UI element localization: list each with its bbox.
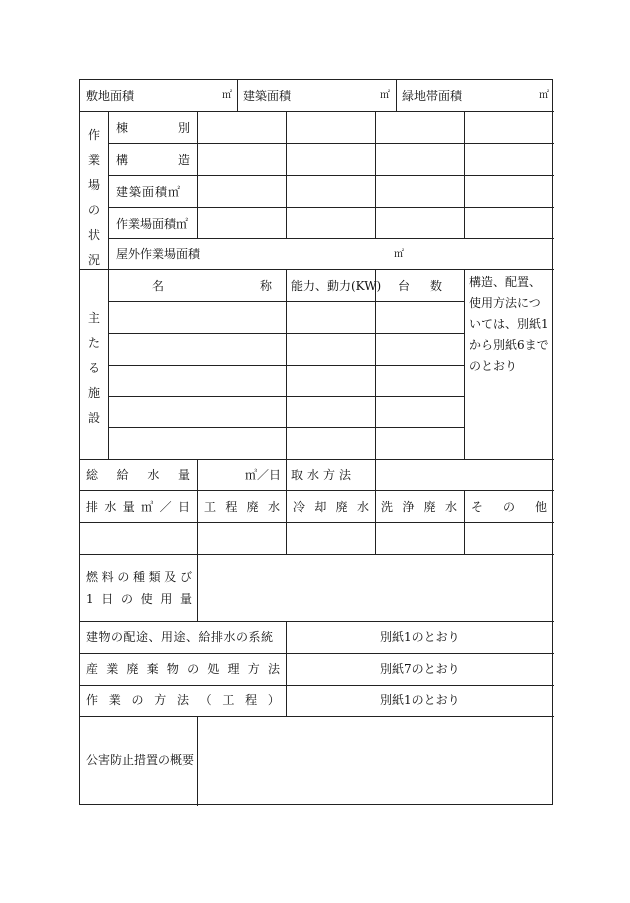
row-line <box>108 143 554 144</box>
col-line <box>197 111 198 238</box>
pollution-prevention-label: 公害防止措置の概要 <box>86 753 195 767</box>
total-water-supply-label: 総 給 水 量 <box>86 468 190 482</box>
building-use-value: 別紙1のとおり <box>380 630 460 644</box>
row-line <box>80 685 554 686</box>
row-line <box>108 175 554 176</box>
building-no-label: 棟 別 <box>116 121 190 135</box>
industrial-waste-label: 産 業 廃 棄 物 の 処 理 方 法 <box>86 662 280 676</box>
row-line <box>80 269 554 270</box>
col-line <box>396 80 397 111</box>
work-area-label: 作業場面積㎡ <box>116 217 189 231</box>
name-header: 名 称 <box>152 279 272 293</box>
col-line <box>237 80 238 111</box>
washing-waste-label: 洗 浄 廃 水 <box>381 500 457 514</box>
building-area-row-label: 建築面積㎡ <box>116 185 182 199</box>
col-line <box>375 490 376 554</box>
drainage-label: 排 水 量 ㎥ ／ 日 <box>86 500 190 514</box>
row-line <box>108 207 554 208</box>
col-line <box>197 554 198 621</box>
intake-method-label: 取水方法 <box>291 468 356 482</box>
process-waste-label: 工 程 廃 水 <box>204 500 280 514</box>
site-area-label: 敷地面積 <box>86 89 135 103</box>
row-line <box>80 716 554 717</box>
industrial-waste-value: 別紙7のとおり <box>380 662 460 676</box>
application-form-table <box>79 79 553 805</box>
col-line <box>375 269 376 459</box>
workplace-section-label: 作 業 場 の 状 況 <box>87 128 100 267</box>
row-line <box>80 522 554 523</box>
fuel-daily-usage-label: 1 日 の 使 用 量 <box>86 592 192 606</box>
row-line <box>80 653 554 654</box>
site-area-unit: ㎡ <box>222 90 232 101</box>
fuel-type-label: 燃 料 の 種 類 及 び <box>86 570 192 584</box>
work-method-label: 作 業 の 方 法 （ 工 程 ） <box>86 693 280 707</box>
col-line <box>375 459 376 490</box>
row-line <box>80 459 554 460</box>
col-line <box>197 716 198 806</box>
row-line <box>80 111 554 112</box>
col-line <box>375 111 376 238</box>
cooling-waste-label: 冷 却 廃 水 <box>293 500 369 514</box>
col-line <box>197 459 198 554</box>
outdoor-area-unit: ㎡ <box>394 249 404 260</box>
col-line <box>464 269 465 459</box>
col-line <box>286 490 287 554</box>
supply-unit: ㎥／日 <box>245 468 282 482</box>
row-line <box>80 554 554 555</box>
col-line <box>286 459 287 490</box>
green-area-unit: ㎡ <box>539 90 549 101</box>
building-use-label: 建物の配途、用途、給排水の系統 <box>86 630 274 644</box>
col-line <box>286 111 287 238</box>
green-area-label: 緑地帯面積 <box>402 89 463 103</box>
row-line <box>80 621 554 622</box>
capacity-header: 能力、動力(KW) <box>291 279 382 293</box>
count-header: 台 数 <box>398 279 442 293</box>
facilities-note: 構造、配置、使用方法については、別紙1から別紙6までのとおり <box>469 275 549 373</box>
col-line <box>464 490 465 554</box>
row-line <box>108 238 554 239</box>
other-label: そ の 他 <box>471 500 547 514</box>
col-line <box>108 111 109 459</box>
outdoor-area-label: 屋外作業場面積 <box>116 247 201 261</box>
col-line <box>286 269 287 459</box>
col-line <box>464 111 465 238</box>
facilities-section-label: 主 た る 施 設 <box>87 311 100 425</box>
row-line <box>80 490 554 491</box>
building-area-unit: ㎡ <box>380 90 390 101</box>
building-area-label: 建築面積 <box>243 89 292 103</box>
work-method-value: 別紙1のとおり <box>380 693 460 707</box>
col-line <box>286 621 287 716</box>
structure-label: 構 造 <box>116 153 190 167</box>
